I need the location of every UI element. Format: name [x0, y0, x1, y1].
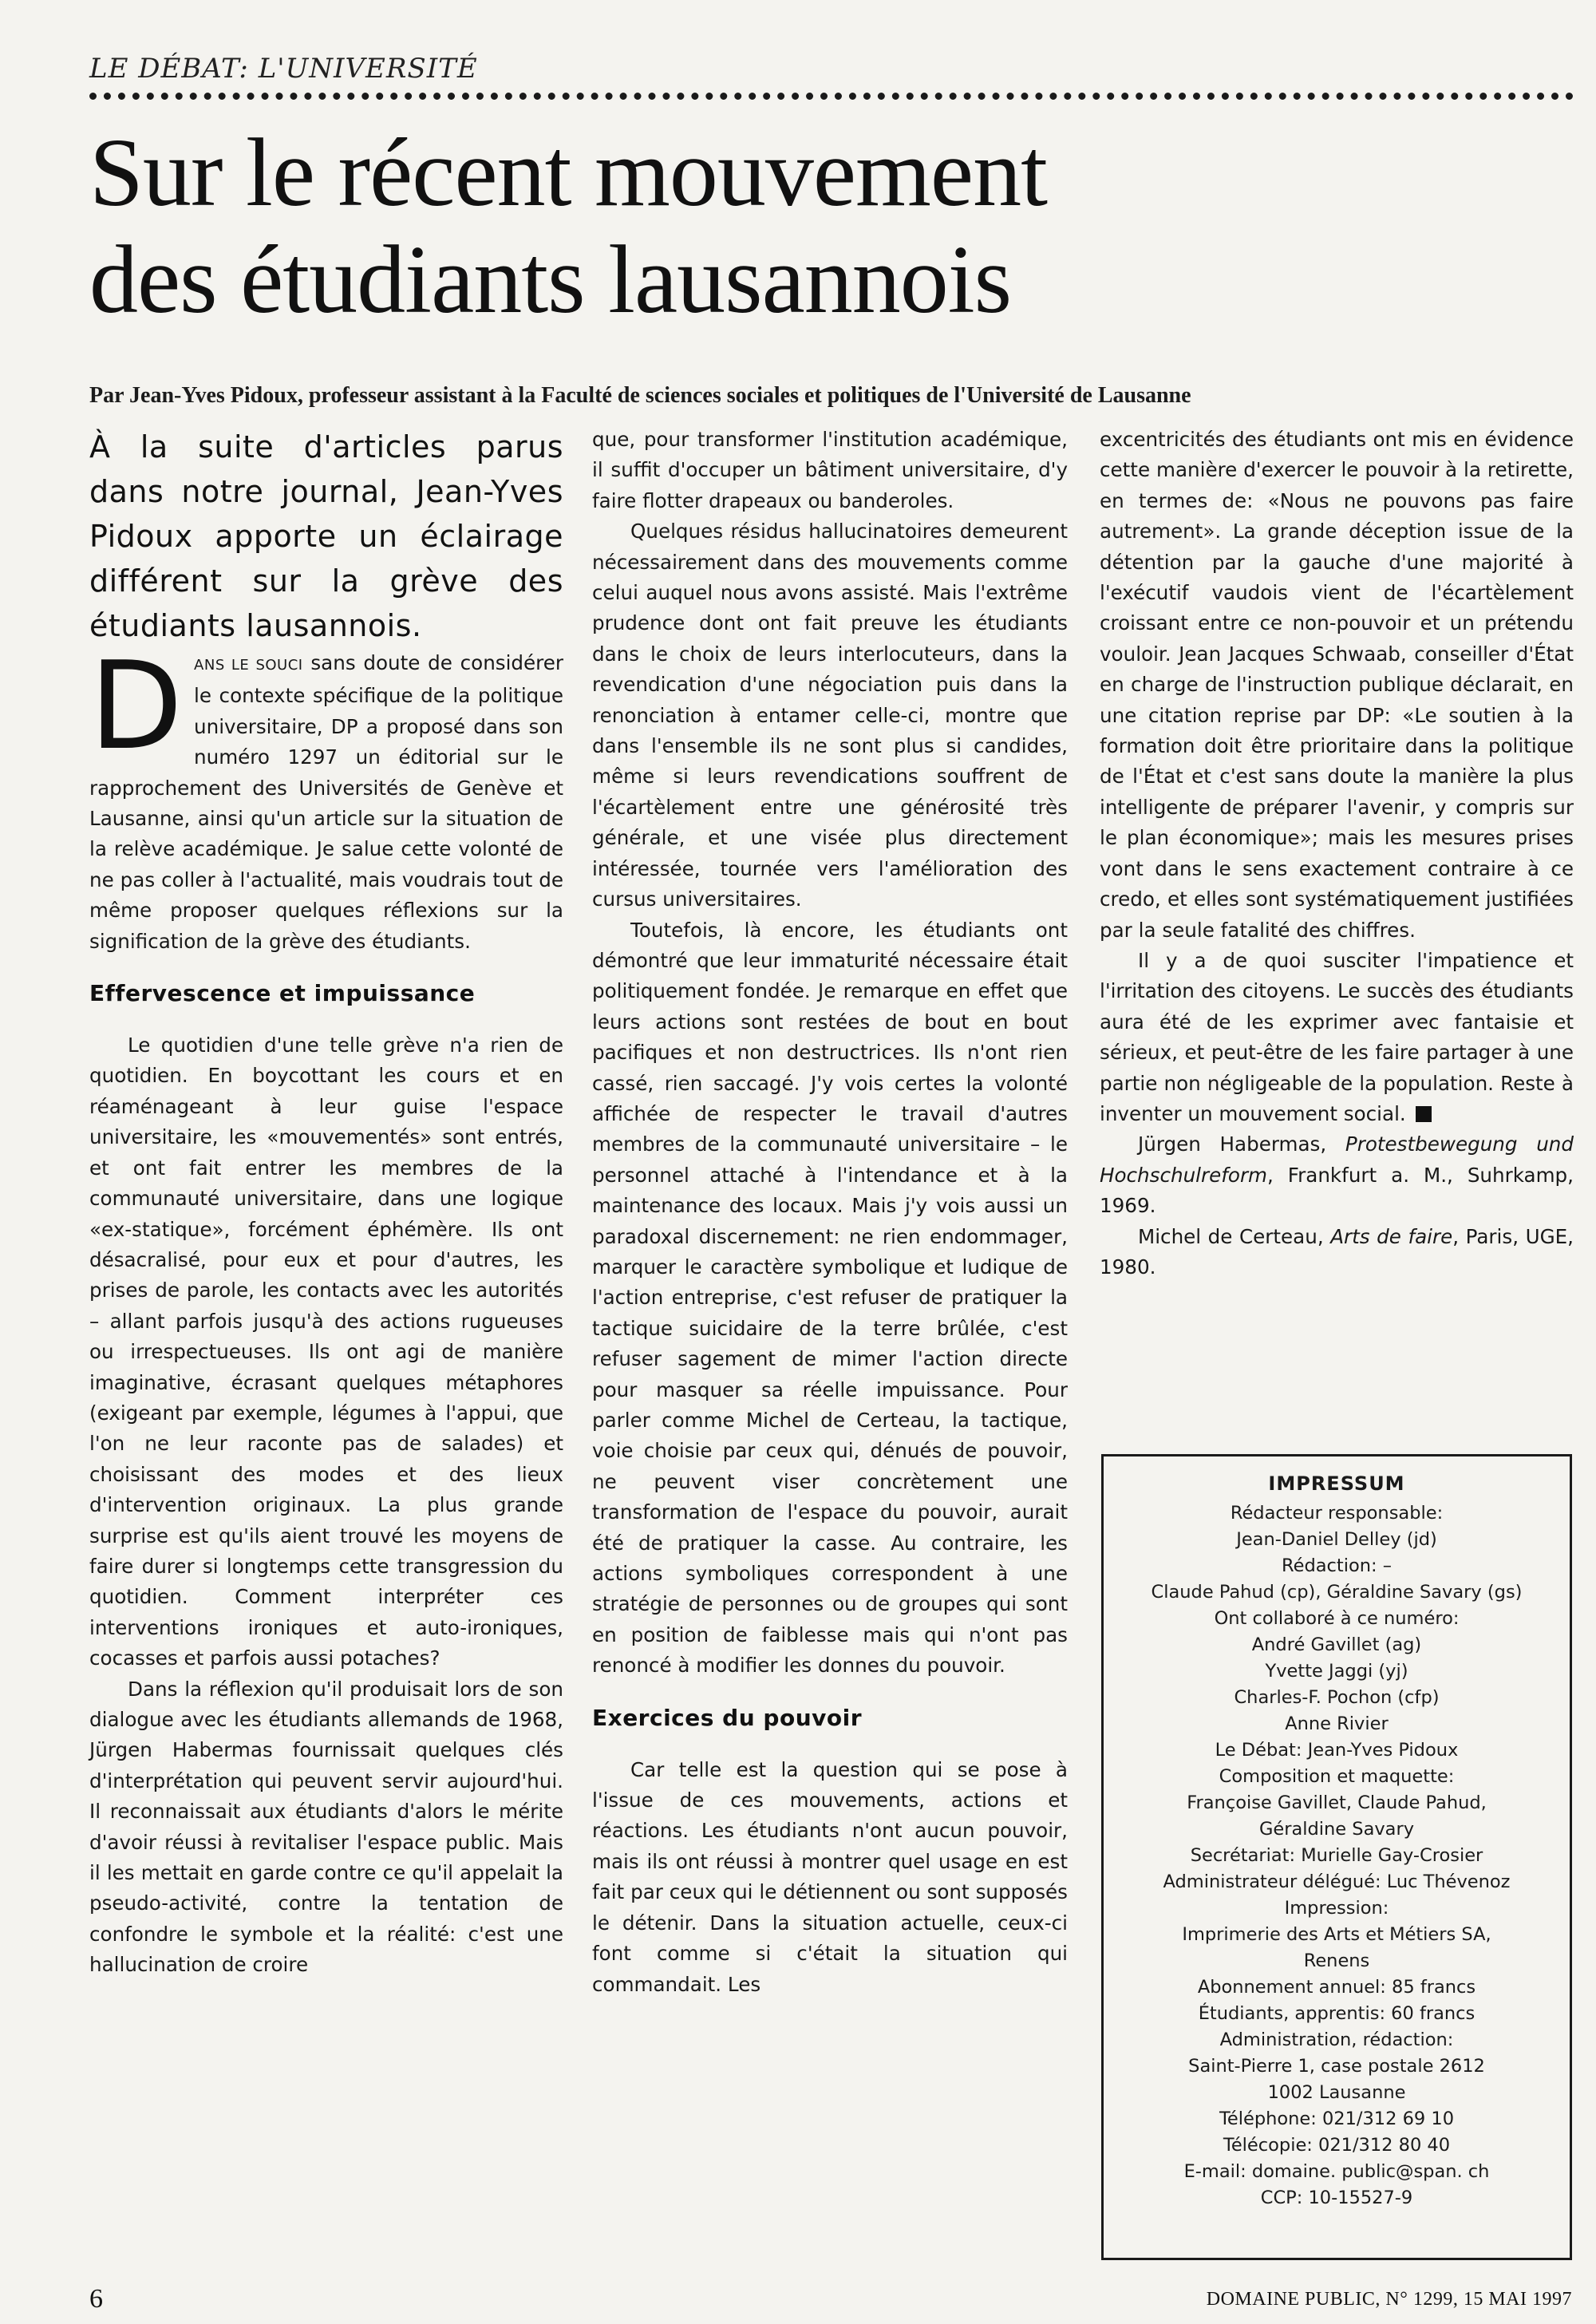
impressum-line: Administrateur délégué: Luc Thévenoz	[1163, 1871, 1511, 1892]
paragraph: Dans la réflexion qu'il produisait lors de son dialogue avec les étudiants allemands de 1968, Jürgen Habermas fournissait quelques clés d'interprétation qui peuvent servir aujourd'hui. Il reconnaissait aux étudiants d'alors le mérite d'avoir réussi à revitaliser l'espace public. Mais il les mettait en garde contre ce qu'il appelait la pseudo-activité, contre la tentation de confondre le symbole et la réalité: c'est une hallucination de croire	[89, 1677, 563, 1977]
impressum-line: Renens	[1303, 1951, 1370, 1971]
publication-info: DOMAINE PUBLIC, N° 1299, 15 MAI 1997	[1206, 2289, 1572, 2310]
ref-title: Arts de faire	[1330, 1224, 1453, 1248]
paragraph: que, pour transformer l'institution académique, il suffit d'occuper un bâtiment universitaire, d'y faire flotter drapeaux ou banderoles.	[592, 428, 1068, 512]
impressum-line: Administration, rédaction:	[1219, 2030, 1454, 2050]
end-mark-icon	[1416, 1106, 1432, 1122]
intro-smallcaps: ANS LE SOUCI	[194, 657, 303, 674]
impressum-line: Jean-Daniel Delley (jd)	[1236, 1529, 1437, 1550]
drop-cap: D	[89, 635, 184, 777]
subheading-effervescence: Effervescence et impuissance	[89, 980, 476, 1007]
article-headline	[89, 120, 1286, 334]
headline-line-2: des étudiants lausannois	[89, 226, 1012, 334]
impressum-line: Rédacteur responsable:	[1230, 1503, 1444, 1524]
impressum-line: Géraldine Savary	[1258, 1819, 1415, 1840]
impressum-line: CCP: 10-15527-9	[1260, 2188, 1413, 2208]
page-number: 6	[89, 2284, 103, 2314]
impressum-line: Anne Rivier	[1285, 1713, 1389, 1734]
impressum-line: Charles-F. Pochon (cfp)	[1234, 1687, 1440, 1708]
ref-author: Jürgen Habermas,	[1138, 1132, 1345, 1156]
impressum-line: Rédaction: –	[1282, 1555, 1392, 1576]
article-column-3	[1100, 425, 1574, 1283]
impressum-line: Ont collaboré à ce numéro:	[1214, 1608, 1460, 1629]
impressum-line: Télécopie: 021/312 80 40	[1223, 2135, 1451, 2156]
impressum-line: Étudiants, apprentis: 60 francs	[1198, 2003, 1476, 2024]
paragraph: Quelques résidus hallucinatoires demeurent nécessairement dans des mouvements comme celui auquel nous avons assisté. Mais l'extrême prudence dont ont fait preuve les étudiants dans le choix de leurs interlocuteurs, dans la revendication d'une négociation puis dans la renonciation à entamer celle-ci, montre que dans l'ensemble ils ne sont plus si candides, même si leurs revendications souffrent de l'écartèlement entre une générosité très générale, et une visée plus directement intéressée, tournée vers l'amélioration des cursus universitaires.	[592, 520, 1068, 911]
ref-details: , Paris, UGE, 1980.	[1100, 1224, 1574, 1279]
impressum-line: 1002 Lausanne	[1267, 2082, 1406, 2103]
paragraph: Le quotidien d'une telle grève n'a rien de quotidien. En boycottant les cours et en réaménageant à leur guise l'espace universitaire, les «mouvementés» sont entrés, et ont fait entrer les membres de la communauté universitaire, dans une logique «ex-statique», forcément éphémère. Ils ont désacralisé, pour eux et pour d'autres, les prises de parole, les contacts avec les autorités – allant parfois jusqu'à des actions rugueuses ou irrespectueuses. Ils ont agi de manière imaginative, écrasant quelques métaphores (exigeant par exemple, légumes à l'appui, que l'on ne leur raconte pas de salades) et choisissant des modes et des lieux d'intervention originaux. La plus grande surprise est qu'ils aient trouvé les moyens de faire durer si longtemps cette transgression du quotidien. Comment interpréter ces interventions ironiques et auto-ironiques, cocasses et parfois aussi potaches?	[89, 1034, 563, 1670]
impressum-line: Composition et maquette:	[1219, 1766, 1455, 1787]
dotted-rule	[89, 93, 1574, 100]
headline-line-1: Sur le récent mouvement	[89, 119, 1047, 227]
ref-details: , Frankfurt a. M., Suhrkamp, 1969.	[1100, 1163, 1574, 1218]
closing-text: Il y a de quoi susciter l'impatience et l'irritation des citoyens. Le succès des étudiants aura été de les exprimer avec fantaisie et sérieux, et peut-être de les faire partager à une partie non négligeable de la population. Reste à inventer un mouvement social.	[1100, 948, 1574, 1125]
impressum-line: Claude Pahud (cp), Géraldine Savary (gs)	[1151, 1582, 1523, 1603]
impressum-line: Saint-Pierre 1, case postale 2612	[1188, 2056, 1485, 2077]
impressum-line: Françoise Gavillet, Claude Pahud,	[1187, 1792, 1487, 1813]
article-column-1	[89, 425, 563, 1981]
subheading-exercices: Exercices du pouvoir	[592, 1704, 863, 1731]
section-rubric: LE DÉBAT: L'UNIVERSITÉ	[89, 53, 478, 85]
impressum-line: André Gavillet (ag)	[1251, 1634, 1422, 1655]
article-column-2	[592, 425, 1068, 2000]
impressum-box	[1101, 1454, 1572, 2260]
reference-habermas	[1100, 1129, 1574, 1221]
paragraph	[1100, 946, 1574, 1129]
impressum-line: Secrétariat: Murielle Gay-Crosier	[1190, 1845, 1483, 1866]
byline: Par Jean-Yves Pidoux, professeur assistant à la Faculté de sciences sociales et politiques de l'Université de Lausanne	[89, 383, 1191, 408]
impressum-line: Imprimerie des Arts et Métiers SA,	[1182, 1924, 1491, 1945]
lede: À la suite d'articles parus dans notre journal, Jean-Yves Pidoux apporte un éclairage différent sur la grève des étudiants lausannois.	[89, 429, 563, 643]
impressum-lines	[1104, 1500, 1570, 2211]
paragraph: Car telle est la question qui se pose à l'issue de ces mouvements, actions et réactions. Les étudiants n'ont aucun pouvoir, mais ils ont réussi à montrer quel usage en est fait par ceux qui le détiennent ou sont supposés le détenir. Dans la situation actuelle, ceux-ci font comme si c'était la situation qui commandait. Les	[592, 1757, 1068, 1996]
impressum-line: Impression:	[1284, 1898, 1389, 1919]
impressum-line: Abonnement annuel: 85 francs	[1197, 1977, 1476, 1998]
ref-title: Protestbewegung und Hochschulreform	[1100, 1132, 1574, 1187]
paragraph: excentricités des étudiants ont mis en évidence cette manière d'exercer le pouvoir à la retirette, en termes de: «Nous ne pouvons pas faire autrement». La grande déception issue de la détention par la gauche d'une majorité à l'exécutif vaudois vient de l'écartèlement croissant entre ce non-pouvoir et un prétendu vouloir. Jean Jacques Schwaab, conseiller d'État en charge de l'instruction publique déclarait, en une citation reprise par DP: «Le soutien à la formation doit être prioritaire dans la politique de l'État et c'est sans doute la manière la plus intelligente de préparer l'avenir, y compris sur le plan économique»; mais les mesures prises vont dans le sens exactement contraire à ce credo, et elles sont systématiquement justifiées par la seule fatalité des chiffres.	[1100, 428, 1574, 942]
impressum-line: Téléphone: 021/312 69 10	[1219, 2109, 1455, 2129]
intro-text: sans doute de considérer le contexte spécifique de la politique universitaire, DP a proposé dans son numéro 1297 un éditorial sur le rapprochement des Universités de Genève et Lausanne, ainsi qu'un article sur la situation de la relève académique. Je salue cette volonté de ne pas coller à l'actualité, mais voudrais tout de même proposer quelques réflexions sur la signification de la grève des étudiants.	[89, 651, 563, 953]
impressum-title: IMPRESSUM	[1268, 1472, 1405, 1495]
impressum-line: Le Débat: Jean-Yves Pidoux	[1215, 1740, 1459, 1761]
intro-paragraph	[89, 635, 563, 957]
impressum-line: E-mail: domaine. public@span. ch	[1183, 2161, 1490, 2182]
reference-certeau	[1100, 1222, 1574, 1283]
paragraph: Toutefois, là encore, les étudiants ont démontré que leur immaturité nécessaire était politiquement fondée. Je remarque en effet que leurs actions sont restées de bout en bout pacifiques et non destructrices. Ils n'ont rien cassé, rien saccagé. J'y vois certes la volonté affichée de respecter le travail d'autres membres de la communauté universitaire – le personnel attaché à l'intendance et à la maintenance des locaux. Mais j'y vois aussi un paradoxal discernement: ne rien endommager, marquer le caractère symbolique et ludique de l'action entreprise, c'est refuser de pratiquer la tactique suicidaire de la terre brûlée, c'est refuser sagement de mimer l'action directe pour masquer sa réelle impuissance. Pour parler comme Michel de Certeau, la tactique, voie choisie par ceux qui, dénués de pouvoir, ne peuvent viser concrètement une transformation de l'espace du pouvoir, aurait été de pratiquer la casse. Au contraire, les actions symboliques correspondent à une stratégie de personnes ou de groupes qui sont en position de faiblesse mais qui n'ont pas renoncé à modifier les donnes du pouvoir.	[592, 918, 1068, 1678]
impressum-line: Yvette Jaggi (yj)	[1265, 1661, 1408, 1682]
ref-author: Michel de Certeau,	[1138, 1224, 1331, 1248]
